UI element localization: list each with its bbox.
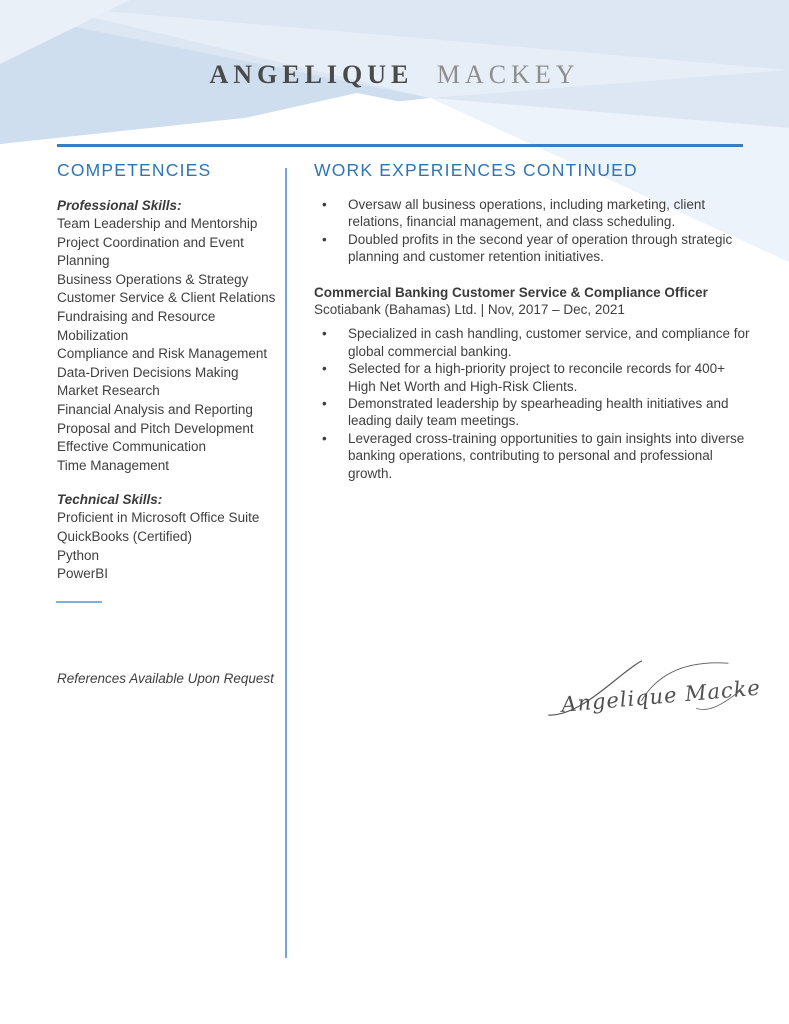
skill-item: Fundraising and Resource Mobilization bbox=[57, 308, 216, 343]
first-name: ANGELIQUE bbox=[209, 60, 414, 89]
skill-item: PowerBI bbox=[57, 566, 109, 582]
header-horizontal-rule bbox=[57, 144, 743, 147]
skill-item: Compliance and Risk Management bbox=[57, 346, 268, 362]
bullet-glyph: • bbox=[322, 231, 327, 247]
skill-item: Market Research bbox=[57, 383, 160, 399]
professional-skills-label: Professional Skills: bbox=[57, 198, 182, 213]
right-column bbox=[314, 160, 756, 482]
skill-item: Business Operations & Strategy bbox=[57, 271, 249, 287]
skill-item: Team Leadership and Mentorship bbox=[57, 216, 258, 231]
bullet-item bbox=[314, 430, 756, 482]
technical-skills-block bbox=[57, 492, 283, 583]
bullet-glyph: • bbox=[322, 197, 327, 212]
skill-item: Effective Communication bbox=[57, 439, 207, 455]
job-entry bbox=[314, 284, 756, 482]
job-company-dates: Scotiabank (Bahamas) Ltd. | Nov, 2017 – Dec, 2021 bbox=[314, 302, 625, 318]
bullet-item bbox=[314, 325, 756, 360]
professional-skills-list bbox=[57, 215, 283, 475]
job-bullet-list bbox=[314, 325, 756, 482]
job-title: Commercial Banking Customer Service & Compliance Officer bbox=[314, 284, 708, 300]
signature-image bbox=[545, 648, 760, 743]
left-column bbox=[57, 160, 283, 584]
technical-skills-list bbox=[57, 509, 283, 583]
signature-text: Angelique Mackey bbox=[560, 674, 760, 717]
bullet-item bbox=[314, 231, 756, 266]
skill-item: Python bbox=[57, 547, 100, 563]
skill-item: Proficient in Microsoft Office Suite bbox=[57, 510, 260, 526]
competencies-heading: COMPETENCIES bbox=[57, 160, 212, 180]
bullet-text: Demonstrated leadership by spearheading health initiatives and leading daily team meetings. bbox=[348, 396, 729, 429]
skill-item: Financial Analysis and Reporting bbox=[57, 401, 253, 417]
work-experiences-heading: WORK EXPERIENCES CONTINUED bbox=[314, 160, 638, 180]
bullet-text: Doubled profits in the second year of operation through strategic planning and customer retention initiatives. bbox=[348, 231, 733, 265]
skill-item: QuickBooks (Certified) bbox=[57, 528, 193, 544]
bullet-glyph: • bbox=[322, 326, 327, 342]
bullet-glyph: • bbox=[322, 396, 327, 412]
skill-item: Project Coordination and Event Planning bbox=[57, 234, 244, 269]
references-note: References Available Upon Request bbox=[57, 671, 274, 686]
technical-skills-label: Technical Skills: bbox=[57, 492, 163, 508]
bullet-item bbox=[314, 395, 756, 430]
bullet-item bbox=[314, 360, 756, 395]
last-name: MACKEY bbox=[436, 60, 580, 89]
page-title-name bbox=[0, 60, 789, 90]
column-divider-rule bbox=[285, 168, 287, 958]
left-column-accent-rule bbox=[56, 601, 102, 603]
skill-item: Data-Driven Decisions Making bbox=[57, 364, 239, 380]
skill-item: Time Management bbox=[57, 457, 170, 473]
bullet-glyph: • bbox=[322, 361, 327, 377]
bullet-item bbox=[314, 196, 756, 231]
bullet-text: Oversaw all business operations, including marketing, client relations, financial management, and class scheduling. bbox=[348, 197, 706, 230]
signature-svg bbox=[545, 648, 760, 743]
bullet-text: Selected for a high-priority project to reconcile records for 400+ High Net Worth and High-Risk Clients. bbox=[348, 361, 726, 394]
bullet-text: Leveraged cross-training opportunities to gain insights into diverse banking operations, contributing to personal and professional growth. bbox=[348, 430, 745, 481]
skill-item: Proposal and Pitch Development bbox=[57, 420, 254, 436]
bullet-text: Specialized in cash handling, customer service, and compliance for global commercial banking. bbox=[348, 326, 750, 359]
bullet-glyph: • bbox=[322, 430, 327, 446]
intro-bullet-list bbox=[314, 196, 756, 266]
skill-item: Customer Service & Client Relations bbox=[57, 290, 276, 306]
